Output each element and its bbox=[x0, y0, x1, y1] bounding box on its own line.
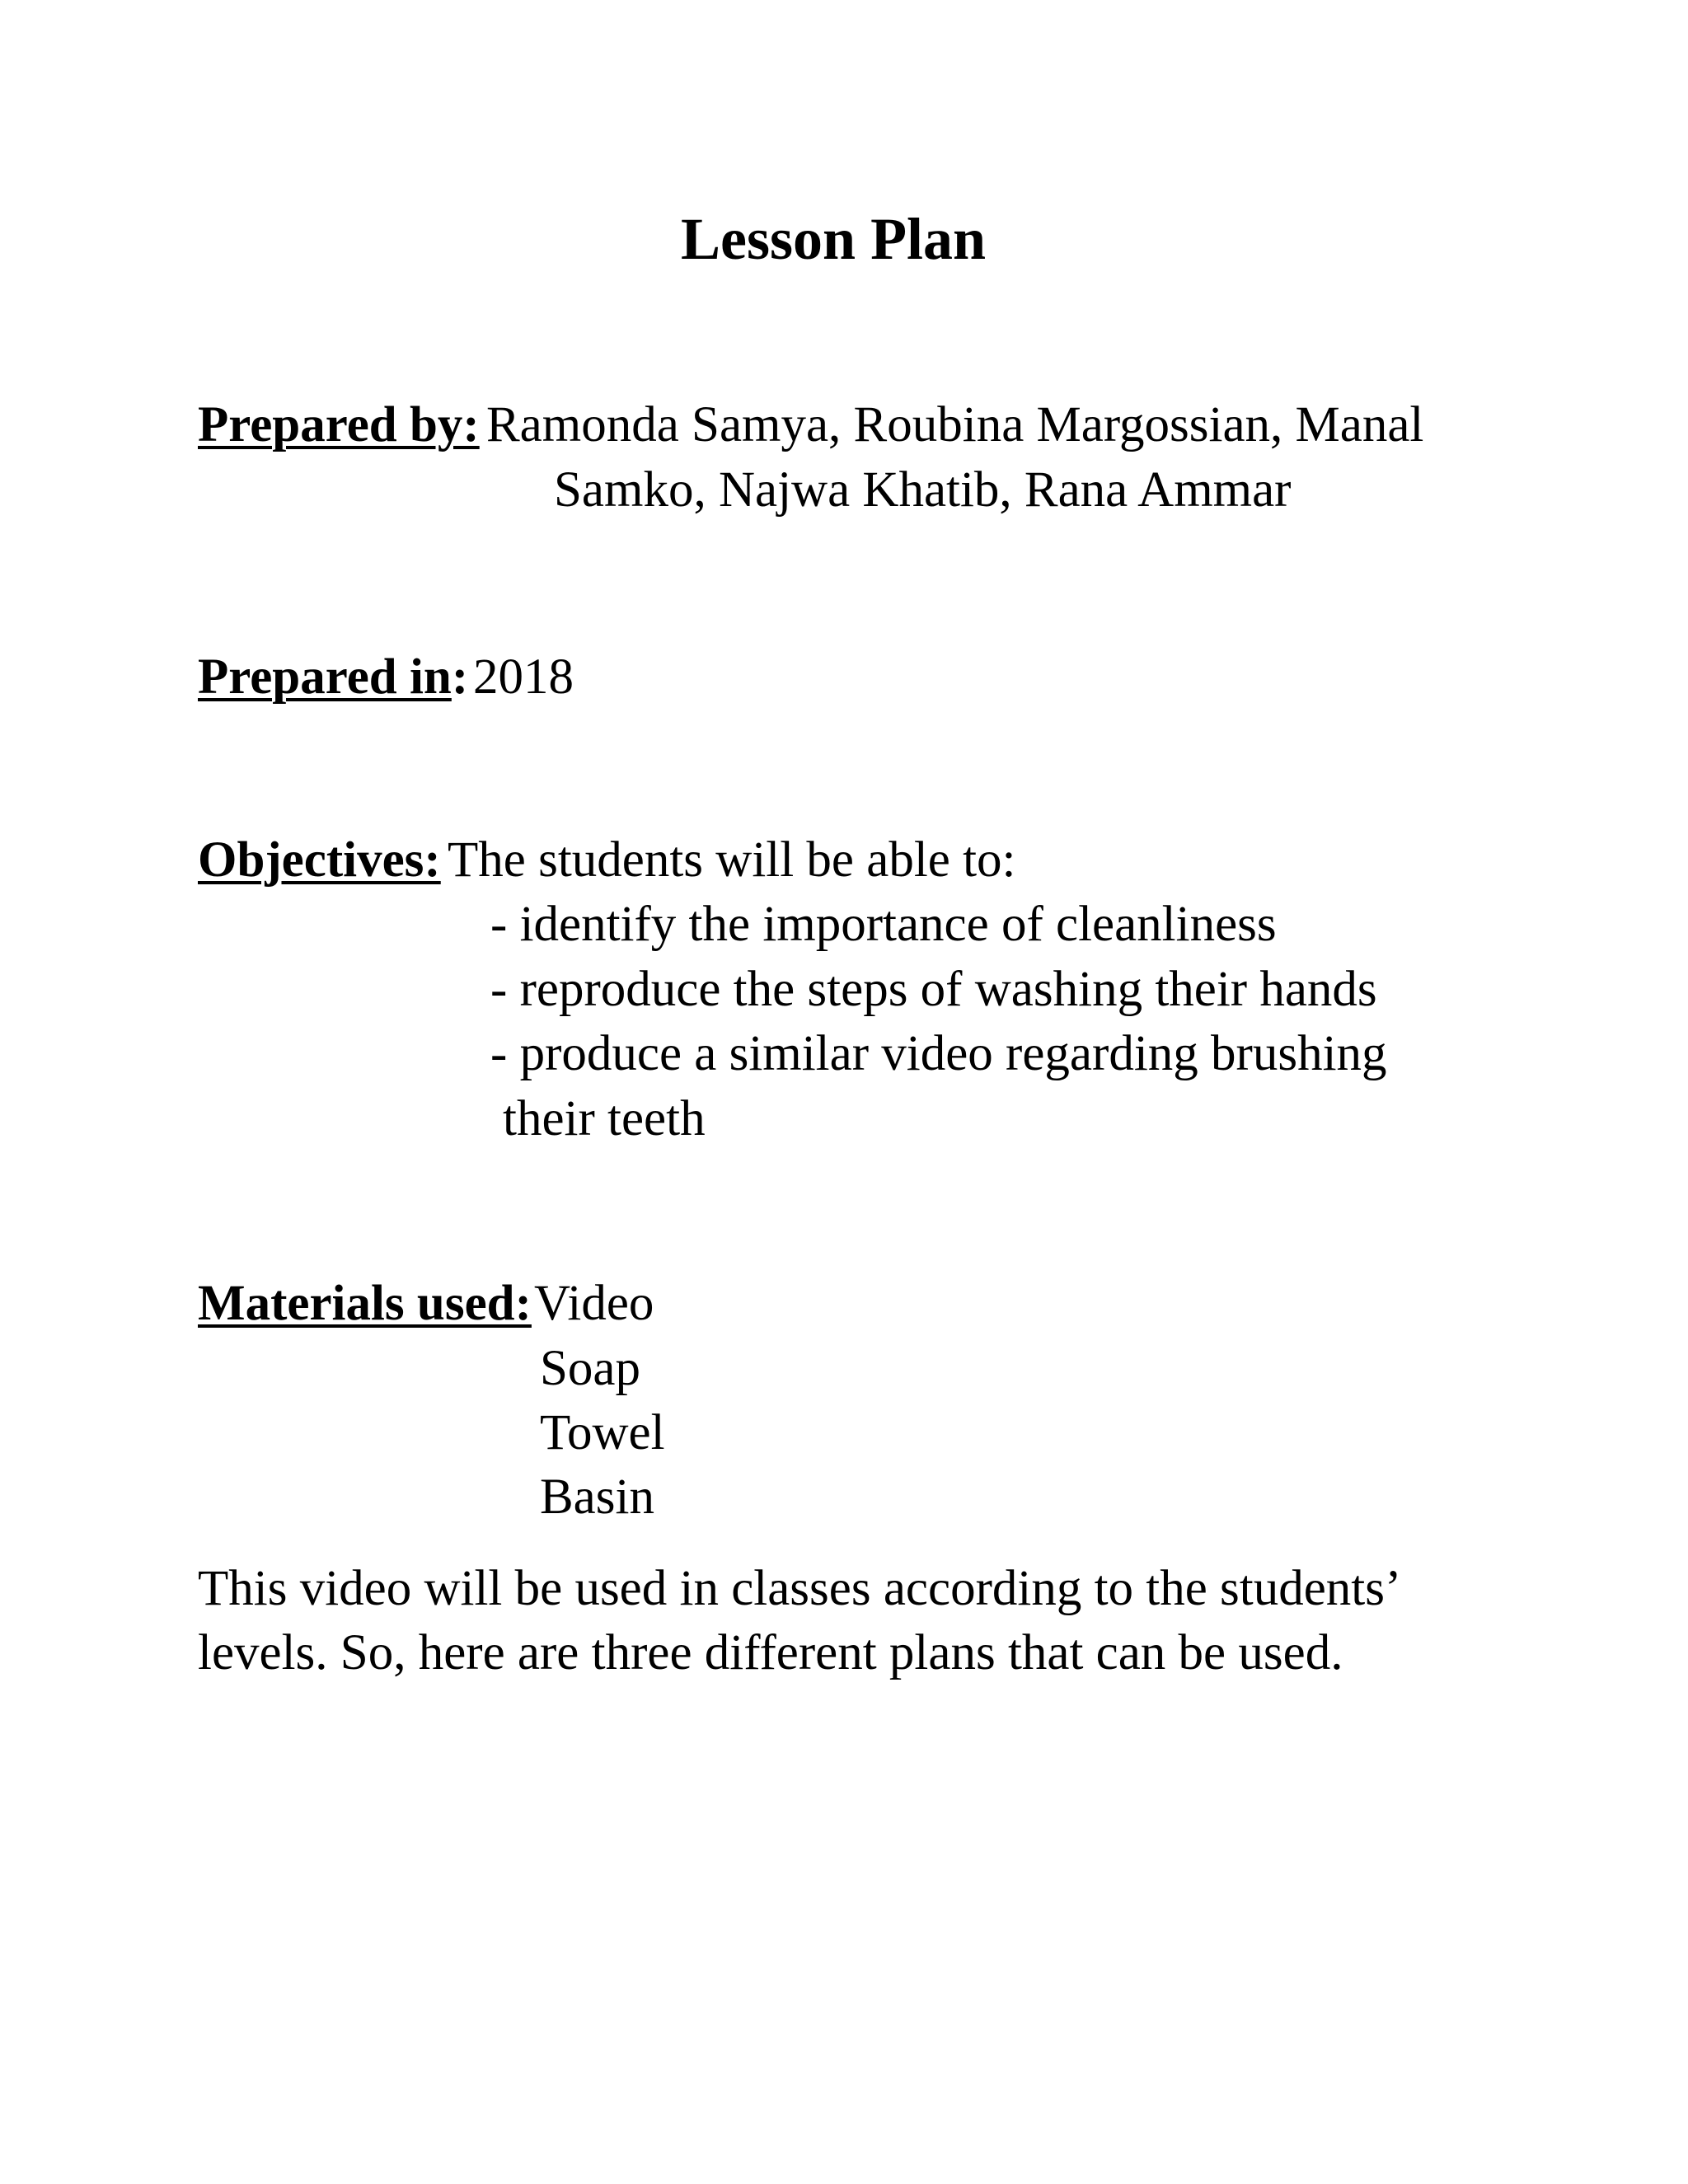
objectives-intro: The students will be able to: bbox=[448, 832, 1016, 888]
prepared-by-label-text: Prepared by: bbox=[198, 397, 480, 452]
materials-label-text: Materials used: bbox=[198, 1276, 532, 1331]
material-item: Video bbox=[534, 1276, 654, 1331]
prepared-in-label bbox=[198, 649, 469, 705]
material-item: Soap bbox=[540, 1341, 640, 1396]
objectives-label-text: Objectives: bbox=[198, 832, 441, 888]
prepared-by-names-line2: Samko, Najwa Khatib, Rana Ammar bbox=[554, 462, 1292, 518]
materials-label bbox=[198, 1278, 532, 1329]
objective-item: - identify the importance of cleanliness bbox=[490, 897, 1277, 952]
prepared-in-value: 2018 bbox=[473, 649, 574, 705]
prepared-in-label-text: Prepared in bbox=[198, 649, 452, 705]
prepared-by-label bbox=[198, 397, 480, 452]
material-item: Basin bbox=[540, 1469, 654, 1525]
objective-item: - reproduce the steps of washing their hands bbox=[490, 962, 1377, 1017]
closing-paragraph-line2: levels. So, here are three different plans that can be used. bbox=[198, 1625, 1343, 1680]
prepared-in-colon: : bbox=[451, 649, 469, 705]
page-title: Lesson Plan bbox=[681, 206, 987, 272]
objective-item-continuation: their teeth bbox=[503, 1091, 706, 1146]
closing-paragraph-line1: This video will be used in classes according to the students’ bbox=[198, 1561, 1402, 1616]
material-item: Towel bbox=[540, 1405, 665, 1460]
objectives-label bbox=[198, 832, 441, 888]
objective-item: - produce a similar video regarding brushing bbox=[490, 1026, 1387, 1081]
prepared-by-names-line1: Ramonda Samya, Roubina Margossian, Manal bbox=[486, 397, 1424, 452]
